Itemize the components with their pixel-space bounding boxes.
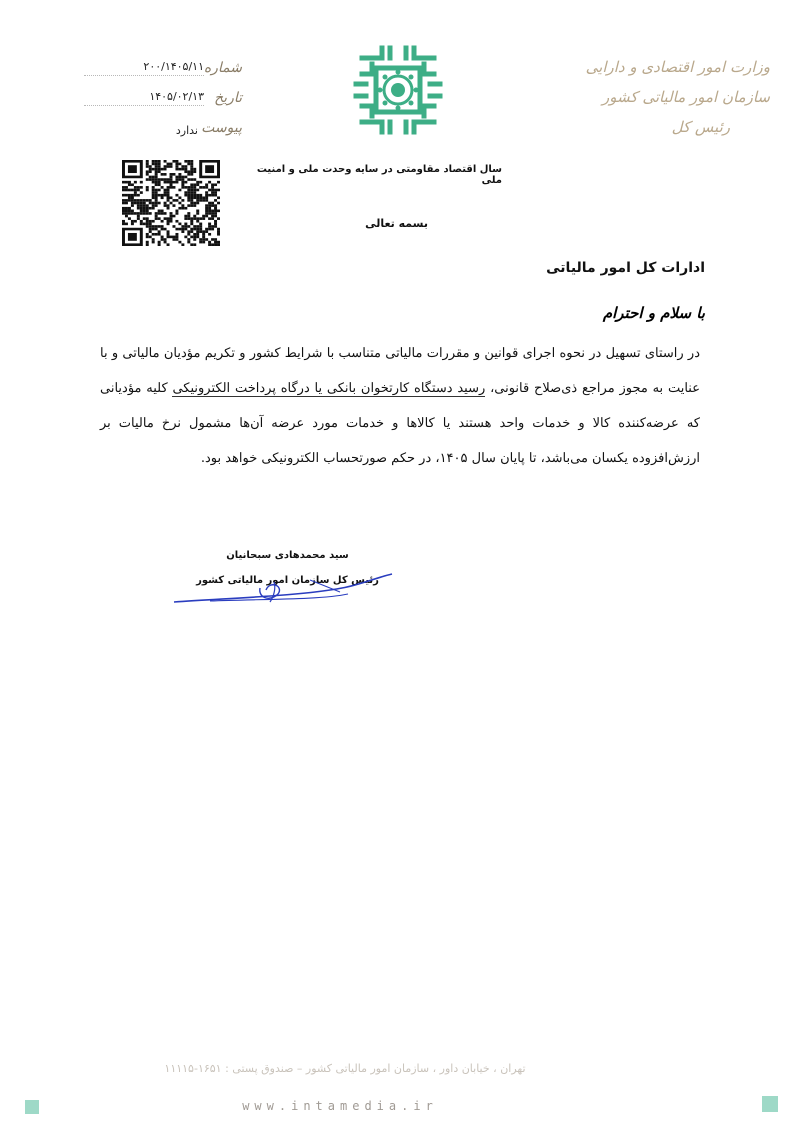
- signatory-name: سید محمدهادی سبحانیان: [226, 550, 349, 561]
- footer-website: www.intamedia.ir: [242, 1099, 438, 1113]
- footer-corner-mark-right: [762, 1096, 778, 1112]
- attachment-value: ندارد: [175, 124, 198, 137]
- signatory-title: رئیس کل سازمان امور مالیاتی کشور: [196, 575, 379, 586]
- letter-body: [100, 336, 700, 476]
- ministry-line: رئیس کل: [671, 118, 730, 136]
- ministry-line: سازمان امور مالیاتی کشور: [602, 88, 770, 106]
- ministry-header: [570, 52, 770, 142]
- letter-date-row: [82, 88, 242, 118]
- greeting: با سلام و احترام: [602, 304, 705, 322]
- year-slogan: سال اقتصاد مقاومتی در سایه وحدت ملی و امنیت ملی: [256, 164, 502, 186]
- letter-date-label: تاریخ: [214, 90, 242, 106]
- tax-organization-logo: [352, 44, 444, 136]
- footer-corner-mark-left: [25, 1100, 39, 1114]
- footer-address: تهران ، خیابان داور ، سازمان امور مالیاتی کشور – صندوق پستی : ۱۶۵۱-۱۱۱۱۵: [164, 1062, 526, 1075]
- letter-date-value: ۱۴۰۵/۰۲/۱۳: [84, 90, 204, 106]
- body-highlighted-phrase: رسید دستگاه کارتخوان بانکی یا درگاه پرداخت الکترونیکی: [172, 381, 486, 396]
- letter-number-row: [82, 58, 242, 88]
- handwritten-signature: [170, 568, 410, 612]
- recipient: ادارات کل امور مالیاتی: [546, 260, 705, 276]
- ministry-line: وزارت امور اقتصادی و دارایی: [585, 58, 770, 76]
- attachment-row: [82, 118, 242, 148]
- letter-number-value: ۲۰۰/۱۴۰۵/۱۱: [84, 60, 204, 76]
- letter-number-label: شماره: [203, 60, 242, 76]
- attachment-label: پیوست: [201, 120, 242, 136]
- qr-code: [122, 160, 220, 246]
- reference-fields: [82, 58, 242, 148]
- body-text-part: کلیه مؤدیانی که عرضه‌کننده کالا و خدمات واحد هستند یا کالاها و خدمات مورد عرضه آن‌ها مشمول نرخ مالیات بر ارزش‌افزوده یکسان می‌باشد، تا پایان سال ۱۴۰۵، در حکم صورتحساب الکترونیکی خواهد بود.: [100, 381, 700, 466]
- invocation: بسمه تعالی: [365, 217, 428, 230]
- body-text-part: در راستای تسهیل در نحوه اجرای قوانین و مقررات مالیاتی متناسب با شرایط کشور و تکریم مؤدیان مالیاتی و با عنایت به مجوز مراجع ذی‌صلاح قانونی،: [100, 346, 700, 396]
